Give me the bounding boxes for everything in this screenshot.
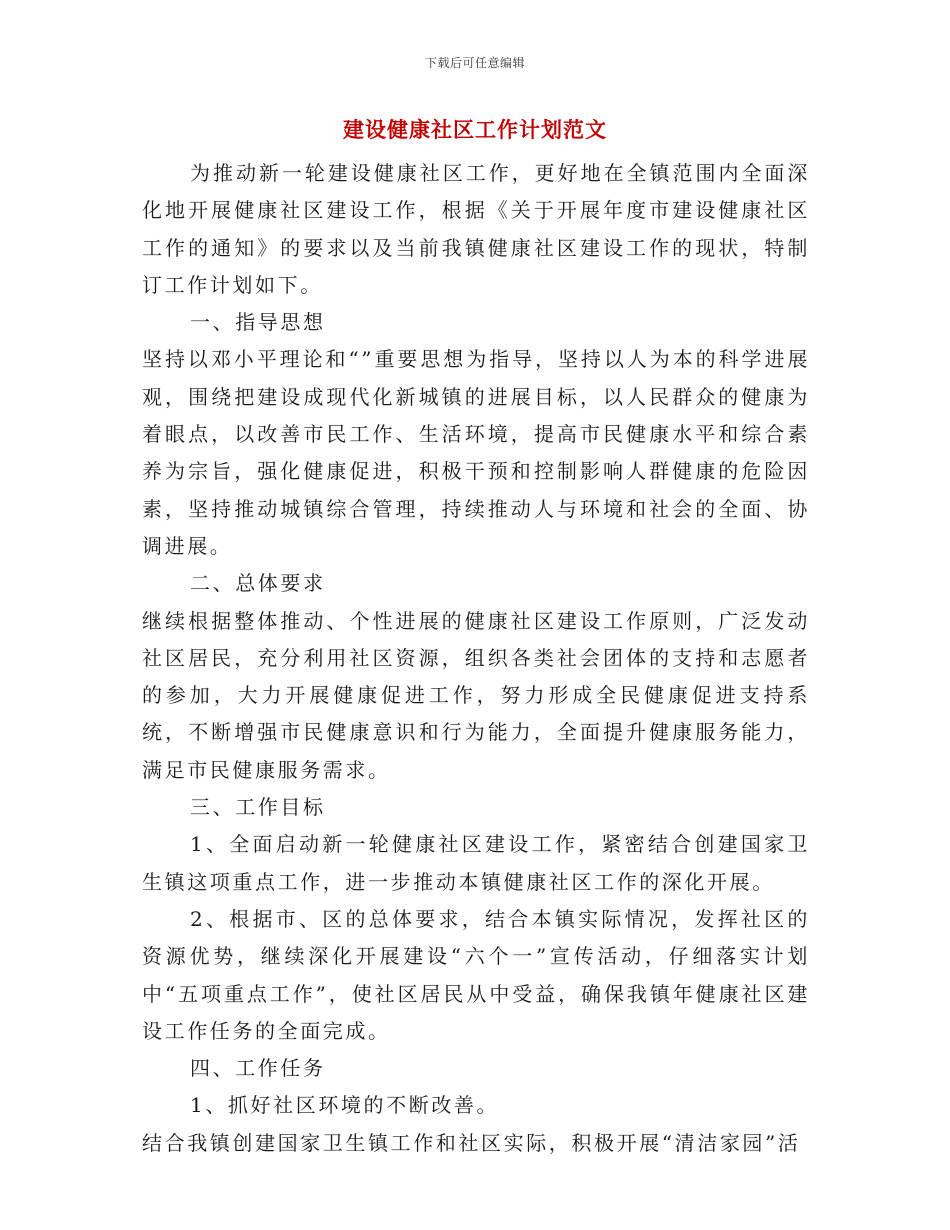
- work-goal-item-2: 2、根据市、区的总体要求，结合本镇实际情况，发挥社区的资源优势，继续深化开展建设“六个一”宣传活动，仔细落实计划中“五项重点工作”，使社区居民从中受益，确保我镇年健康社区建设工作任务的全面完成。: [142, 906, 810, 1043]
- guiding-ideology-paragraph: 坚持以邓小平理论和“”重要思想为指导，坚持以人为本的科学进展观，围绕把建设成现代化新城镇的进展目标，以人民群众的健康为着眼点，以改善市民工作、生活环境，提高市民健康水平和综合素养为宗旨，强化健康促进，积极干预和控制影响人群健康的危险因素，坚持推动城镇综合管理，持续推动人与环境和社会的全面、协调进展。: [142, 347, 810, 558]
- work-task-item-1: 1、抓好社区环境的不断改善。: [190, 1093, 500, 1118]
- section-heading-work-tasks: 四、工作任务: [190, 1056, 326, 1081]
- work-goal-item-1: 1、全面启动新一轮健康社区建设工作，紧密结合创建国家卫生镇这项重点工作，进一步推动本镇健康社区工作的深化开展。: [142, 832, 810, 894]
- work-task-paragraph: 结合我镇创建国家卫生镇工作和社区实际，积极开展“清洁家园”活: [142, 1130, 801, 1155]
- document-title: 建设健康社区工作计划范文: [343, 117, 607, 142]
- section-heading-overall-requirements: 二、总体要求: [190, 571, 326, 596]
- intro-paragraph: 为推动新一轮建设健康社区工作，更好地在全镇范围内全面深化地开展健康社区建设工作，根据《关于开展年度市建设健康社区工作的通知》的要求以及当前我镇健康社区建设工作的现状，特制订工作计划如下。: [142, 161, 810, 297]
- overall-requirements-paragraph: 继续根据整体推动、个性进展的健康社区建设工作原则，广泛发动社区居民，充分利用社区资源，组织各类社会团体的支持和志愿者的参加，大力开展健康促进工作，努力形成全民健康促进支持系统，不断增强市民健康意识和行为能力，全面提升健康服务能力，满足市民健康服务需求。: [142, 608, 810, 782]
- section-heading-work-goals: 三、工作目标: [190, 795, 326, 820]
- document-body: [142, 155, 810, 1162]
- header-note: 下载后可任意编辑: [424, 56, 525, 70]
- section-heading-guiding-ideology: 一、指导思想: [190, 310, 326, 335]
